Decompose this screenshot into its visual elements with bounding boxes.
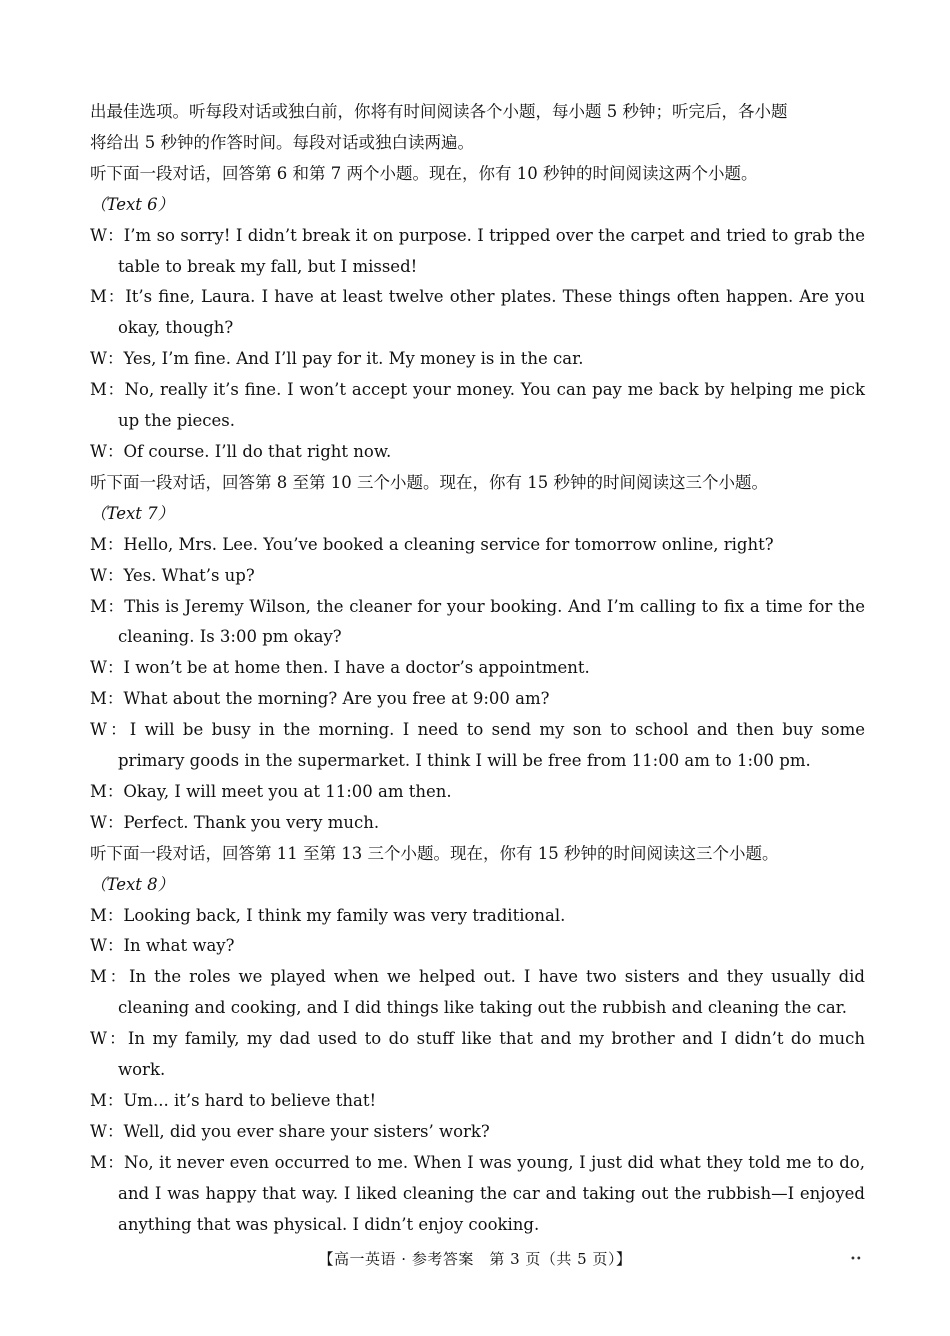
turn-text: This is Jeremy Wilson, the cleaner for your booking. And I’m calling to fix a time for the cleaning. Is 3:00 pm okay?: [118, 596, 865, 647]
turn-text: Well, did you ever share your sisters’ work?: [123, 1121, 490, 1141]
dialogue-turn: [90, 715, 865, 777]
turn-text: Yes, I’m fine. And I’ll pay for it. My money is in the car.: [123, 349, 584, 369]
text-label: （Text 7）: [90, 503, 175, 523]
speaker-label: W：: [90, 225, 124, 245]
dialogue-turn: [90, 344, 865, 375]
turn-text: I won’t be at home then. I have a doctor’s appointment.: [123, 658, 590, 678]
dialogue-turn: [90, 221, 865, 283]
turn-text: Okay, I will meet you at 11:00 am then.: [123, 781, 452, 801]
dialogue-turn: [90, 561, 865, 592]
speaker-label: M：: [90, 380, 125, 400]
speaker-label: W：: [90, 349, 124, 369]
dialogue-turn: [90, 530, 865, 561]
speaker-label: W：: [90, 936, 124, 956]
dialogue-turn: [90, 1117, 865, 1148]
intro-line: 出最佳选项。听每段对话或独白前，你将有时间阅读各个小题，每小题 5 秒钟；听完后，各小题: [90, 102, 788, 121]
speaker-label: W：: [90, 1029, 128, 1049]
speaker-label: M：: [90, 596, 125, 616]
turn-text: It’s fine, Laura. I have at least twelve other plates. These things often happen. Are you okay, though?: [118, 287, 865, 338]
dialogue-turn: [90, 684, 865, 715]
page-footer: 【高一英语 · 参考答案 第 3 页（共 5 页）】: [318, 1250, 632, 1268]
speaker-label: M：: [90, 534, 124, 554]
dialogue-turn: [90, 592, 865, 654]
turn-text: What about the morning? Are you free at 9:00 am?: [123, 689, 550, 709]
speaker-label: W：: [90, 441, 124, 461]
speaker-label: M：: [90, 1091, 124, 1110]
turn-text: Perfect. Thank you very much.: [123, 812, 380, 832]
dialogue-turn: [90, 1086, 865, 1117]
speaker-label: W：: [90, 1121, 124, 1141]
dialogue-turn: [90, 653, 865, 684]
turn-text: No, really it’s fine. I won’t accept your money. You can pay me back by helping me pick up the pieces.: [118, 380, 865, 431]
speaker-label: M：: [90, 905, 124, 925]
turn-text: I will be busy in the morning. I need to send my son to school and then buy some primary goods in the supermarket. I think I will be free from 11:00 am to 1:00 pm.: [118, 720, 865, 771]
dialogue-turn: [90, 777, 865, 808]
corner-mark: ••: [850, 1254, 862, 1265]
speaker-label: W：: [90, 720, 130, 740]
dialogue-turn: [90, 282, 865, 344]
section-instruction: 听下面一段对话，回答第 11 至第 13 三个小题。现在，你有 15 秒钟的时间阅读这三个小题。: [90, 843, 779, 863]
dialogue-turn: [90, 1148, 865, 1241]
dialogue-turn: [90, 1024, 865, 1086]
dialogue-turn: [90, 962, 865, 1024]
text-label: （Text 6）: [90, 194, 175, 214]
speaker-label: W：: [90, 658, 124, 678]
dialogue-turn: [90, 375, 865, 437]
page-content: [90, 97, 865, 1241]
speaker-label: M：: [90, 781, 124, 801]
turn-text: In the roles we played when we helped out. I have two sisters and they usually did cleaning and cooking, and I did things like taking out the rubbish and cleaning the car.: [118, 967, 865, 1018]
dialogue-turn: [90, 901, 865, 932]
turn-text: In what way?: [123, 936, 235, 956]
turn-text: Hello, Mrs. Lee. You’ve booked a cleaning service for tomorrow online, right?: [123, 534, 774, 554]
turn-text: In my family, my dad used to do stuff like that and my brother and I didn’t do much work.: [118, 1029, 865, 1080]
turn-text: Looking back, I think my family was very traditional.: [123, 905, 566, 925]
turn-text: Um... it’s hard to believe that!: [123, 1091, 377, 1110]
speaker-label: M：: [90, 689, 124, 709]
turn-text: No, it never even occurred to me. When I was young, I just did what they told me to do, and I was happy that way. I liked cleaning the car and taking out the rubbish—I enjoyed anything that was physical. I didn’t enjoy cooking.: [118, 1152, 865, 1234]
dialogue-turn: [90, 931, 865, 962]
speaker-label: M：: [90, 1152, 125, 1172]
speaker-label: M：: [90, 967, 129, 987]
turn-text: I’m so sorry! I didn’t break it on purpose. I tripped over the carpet and tried to grab the table to break my fall, but I missed!: [118, 225, 865, 276]
dialogue-turn: [90, 437, 865, 468]
text-label: （Text 8）: [90, 874, 175, 894]
dialogue-turn: [90, 808, 865, 839]
speaker-label: W：: [90, 565, 124, 585]
section-instruction: 听下面一段对话，回答第 6 和第 7 两个小题。现在，你有 10 秒钟的时间阅读这两个小题。: [90, 163, 758, 183]
turn-text: Yes. What’s up?: [123, 565, 255, 585]
intro-line: 将给出 5 秒钟的作答时间。每段对话或独白读两遍。: [90, 132, 474, 152]
turn-text: Of course. I’ll do that right now.: [123, 441, 392, 461]
speaker-label: W：: [90, 812, 124, 832]
section-instruction: 听下面一段对话，回答第 8 至第 10 三个小题。现在，你有 15 秒钟的时间阅读这三个小题。: [90, 472, 768, 492]
speaker-label: M：: [90, 287, 126, 307]
